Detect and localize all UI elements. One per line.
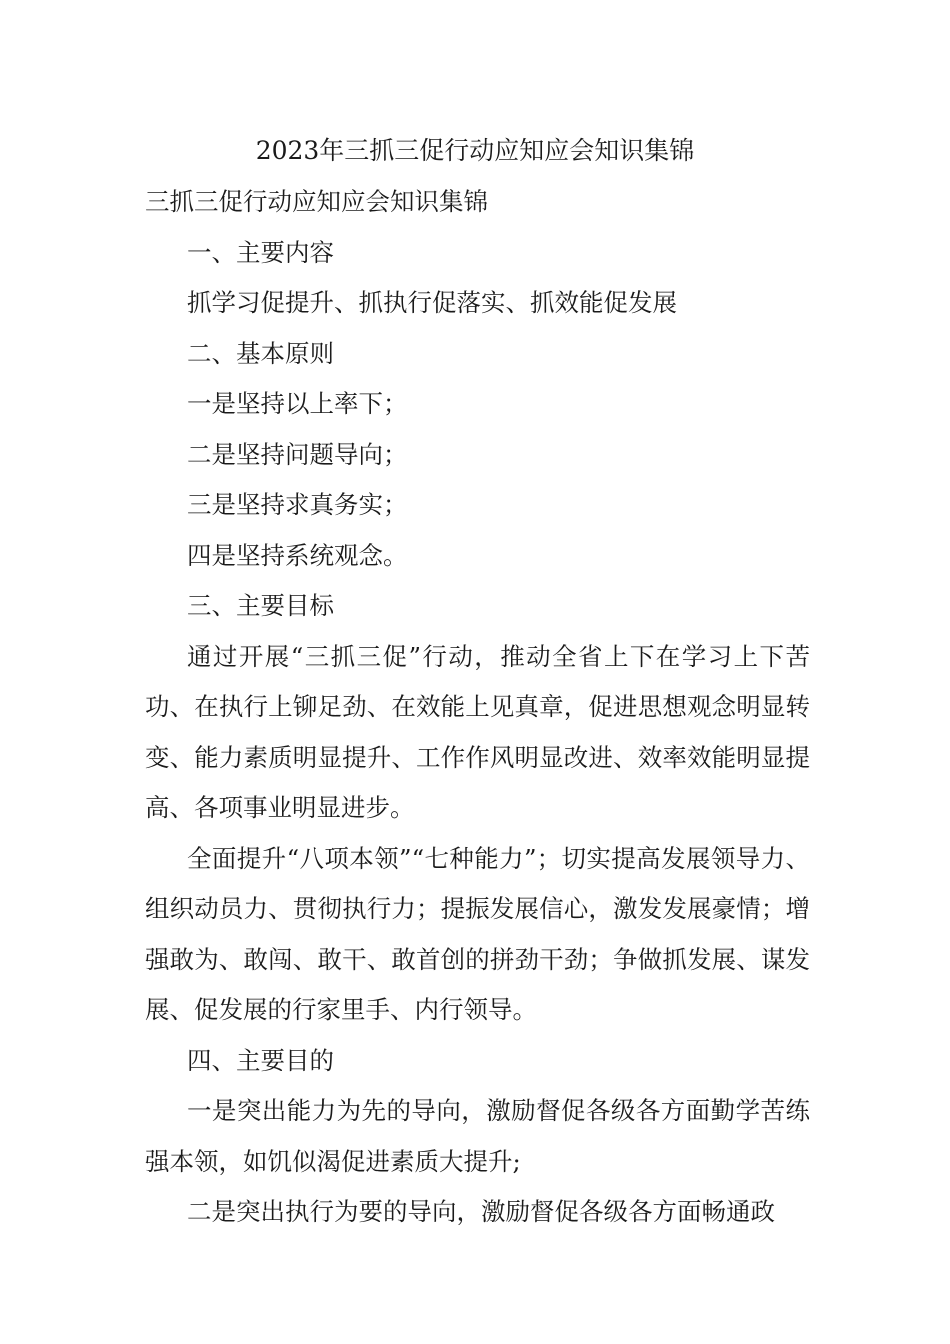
document-body (145, 182, 810, 1243)
heading-main-goals: 三、主要目标 (187, 591, 334, 620)
principle-item: 三是坚持求真务实； (187, 490, 408, 519)
heading-main-purpose: 四、主要目的 (187, 1045, 334, 1075)
document-title: 2023年三抓三促行动应知应会知识集锦 (255, 136, 695, 165)
principle-item: 二是坚持问题导向； (187, 439, 408, 469)
purpose-paragraph: 二是突出执行为要的导向，激励督促各级各方面畅通政 (187, 1197, 775, 1226)
principle-item: 一是坚持以上率下； (187, 389, 408, 418)
heading-basic-principles: 二、基本原则 (187, 338, 334, 368)
goals-paragraph: 全面提升“八项本领”“七种能力”；切实提高发展领导力、组织动员力、贯彻执行力；提振发展信心，激发发展豪情；增强敢为、敢闯、敢干、敢首创的拼劲干劲；争做抓发展、谋发展、促发展的行家里手、内行领导。 (145, 843, 810, 1024)
heading-main-content: 一、主要内容 (187, 237, 334, 267)
purpose-paragraph: 一是突出能力为先的导向，激励督促各级各方面勤学苦练强本领，如饥似渴促进素质大提升; (145, 1096, 810, 1176)
principle-item: 四是坚持系统观念。 (187, 540, 408, 570)
main-content-text: 抓学习促提升、抓执行促落实、抓效能促发展 (187, 288, 677, 317)
goals-paragraph: 通过开展“三抓三促”行动，推动全省上下在学习上下苦功、在执行上铆足劲、在效能上见真章，促进思想观念明显转变、能力素质明显提升、工作作风明显改进、效率效能明显提高、各项事业明显进步。 (145, 641, 810, 822)
document-subtitle: 三抓三促行动应知应会知识集锦 (145, 187, 488, 216)
